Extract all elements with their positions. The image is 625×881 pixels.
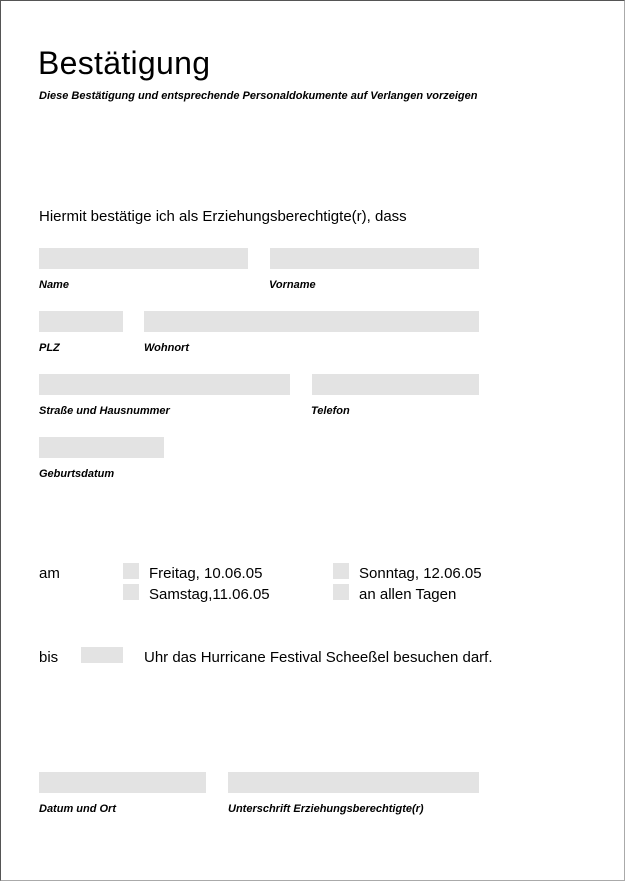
wohnort-label: Wohnort (144, 342, 190, 354)
alle-tage-label: an allen Tagen (359, 586, 457, 603)
bis-text: Uhr das Hurricane Festival Scheeßel besuchen darf. (144, 649, 493, 666)
intro-text: Hiermit bestätige ich als Erziehungsberechtigte(r), dass (39, 208, 407, 225)
page-subtitle: Diese Bestätigung und entsprechende Personaldokumente auf Verlangen vorzeigen (39, 90, 478, 102)
plz-field[interactable] (39, 311, 123, 332)
bis-label: bis (39, 649, 59, 666)
sonntag-checkbox[interactable] (333, 563, 349, 579)
strasse-label: Straße und Hausnummer (39, 405, 170, 417)
name-label: Name (39, 279, 69, 291)
unterschrift-label: Unterschrift Erziehungsberechtigte(r) (228, 803, 424, 815)
strasse-field[interactable] (39, 374, 290, 395)
datum-ort-field[interactable] (39, 772, 206, 793)
geburtsdatum-field[interactable] (39, 437, 164, 458)
vorname-field[interactable] (270, 248, 479, 269)
datum-ort-label: Datum und Ort (39, 803, 116, 815)
unterschrift-field[interactable] (228, 772, 479, 793)
wohnort-field[interactable] (144, 311, 479, 332)
uhrzeit-field[interactable] (81, 647, 123, 663)
sonntag-label: Sonntag, 12.06.05 (359, 565, 482, 582)
freitag-label: Freitag, 10.06.05 (149, 565, 263, 582)
vorname-label: Vorname (269, 279, 316, 291)
plz-label: PLZ (39, 342, 60, 354)
telefon-field[interactable] (312, 374, 479, 395)
geburtsdatum-label: Geburtsdatum (39, 468, 115, 480)
telefon-label: Telefon (311, 405, 350, 417)
samstag-checkbox[interactable] (123, 584, 139, 600)
alle-tage-checkbox[interactable] (333, 584, 349, 600)
freitag-checkbox[interactable] (123, 563, 139, 579)
samstag-label: Samstag,11.06.05 (149, 586, 270, 603)
am-label: am (39, 565, 60, 582)
page-title: Bestätigung (38, 45, 211, 81)
name-field[interactable] (39, 248, 248, 269)
